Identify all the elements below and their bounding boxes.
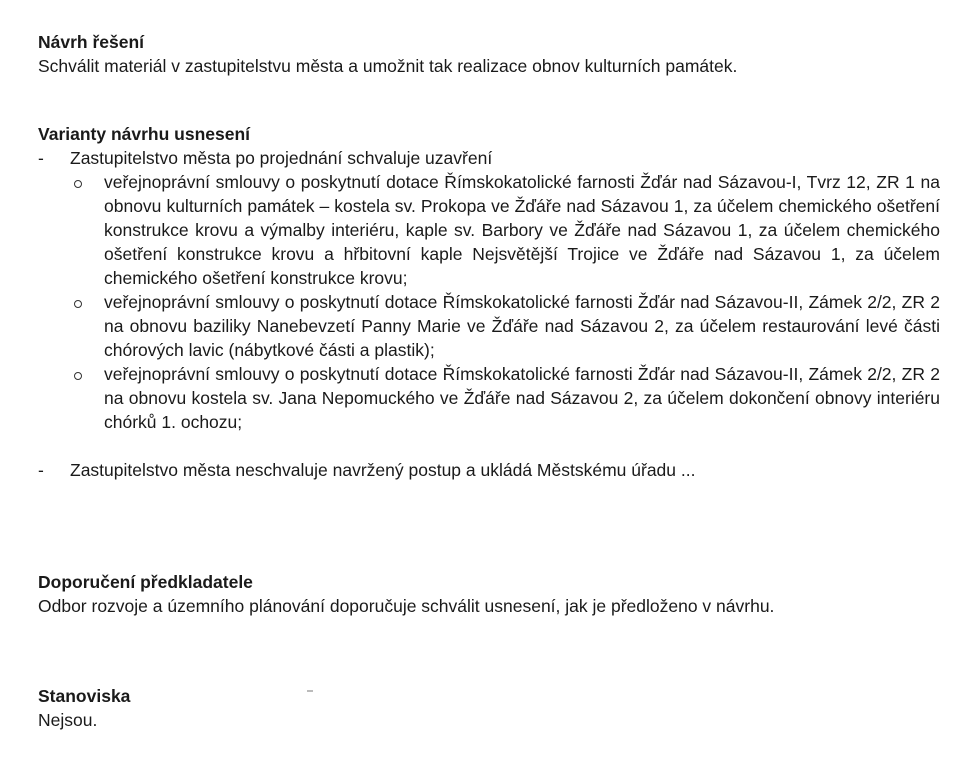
opinions-heading: Stanoviska xyxy=(38,686,131,706)
variants-heading: Varianty návrhu usnesení xyxy=(38,124,251,144)
list-item xyxy=(38,290,940,362)
list-item-text: veřejnoprávní smlouvy o poskytnutí dotace Římskokatolické farnosti Žďár nad Sázavou-II, Zámek 2/2, ZR 2 na obnovu baziliky Nanebevzetí Panny Marie ve Žďáře nad Sázavou 2, za účelem restaurování levé části chórových lavic (nábytkové části a plastik); xyxy=(104,292,940,360)
list-item-text: veřejnoprávní smlouvy o poskytnutí dotace Římskokatolické farnosti Žďár nad Sázavou-II, Zámek 2/2, ZR 2 na obnovu kostela sv. Jana Nepomuckého ve Žďáře nad Sázavou 2, za účelem dokončení obnovy interiéru chórků 1. ochozu; xyxy=(104,364,940,432)
recommendation-section xyxy=(38,570,940,618)
variant-option-approve xyxy=(38,146,940,170)
list-item xyxy=(38,170,940,290)
variant-option-reject-intro: Zastupitelstvo města neschvaluje navržený postup a ukládá Městskému úřadu ... xyxy=(70,460,696,480)
list-item xyxy=(38,362,940,434)
contract-list xyxy=(38,170,940,434)
dash-marker: - xyxy=(38,460,44,480)
bullet-icon xyxy=(74,180,82,188)
variants-section xyxy=(38,122,940,482)
opinions-text: Nejsou. xyxy=(38,710,98,730)
scan-smudge xyxy=(307,690,313,692)
recommendation-text: Odbor rozvoje a územního plánování doporučuje schválit usnesení, jak je předloženo v návrhu. xyxy=(38,596,775,616)
proposal-text: Schválit materiál v zastupitelstvu města a umožnit tak realizace obnov kulturních památek. xyxy=(38,56,738,76)
variant-option-approve-intro: Zastupitelstvo města po projednání schvaluje uzavření xyxy=(70,148,493,168)
dash-marker: - xyxy=(38,148,44,168)
recommendation-heading: Doporučení předkladatele xyxy=(38,572,253,592)
bullet-icon xyxy=(74,372,82,380)
proposal-section xyxy=(38,30,940,78)
opinions-section xyxy=(38,684,940,732)
bullet-icon xyxy=(74,300,82,308)
variant-option-reject xyxy=(38,458,940,482)
list-item-text: veřejnoprávní smlouvy o poskytnutí dotace Římskokatolické farnosti Žďár nad Sázavou-I, Tvrz 12, ZR 1 na obnovu kulturních památek – kostela sv. Prokopa ve Žďáře nad Sázavou 1, za účelem chemického ošetření konstrukce krovu a výmalby interiéru, kaple sv. Barbory ve Žďáře nad Sázavou 1, za účelem chemického ošetření konstrukce krovu a hřbitovní kaple Nejsvětější Trojice ve Žďáře nad Sázavou 1, za účelem chemického ošetření konstrukce krovu; xyxy=(104,172,940,288)
proposal-heading: Návrh řešení xyxy=(38,32,145,52)
